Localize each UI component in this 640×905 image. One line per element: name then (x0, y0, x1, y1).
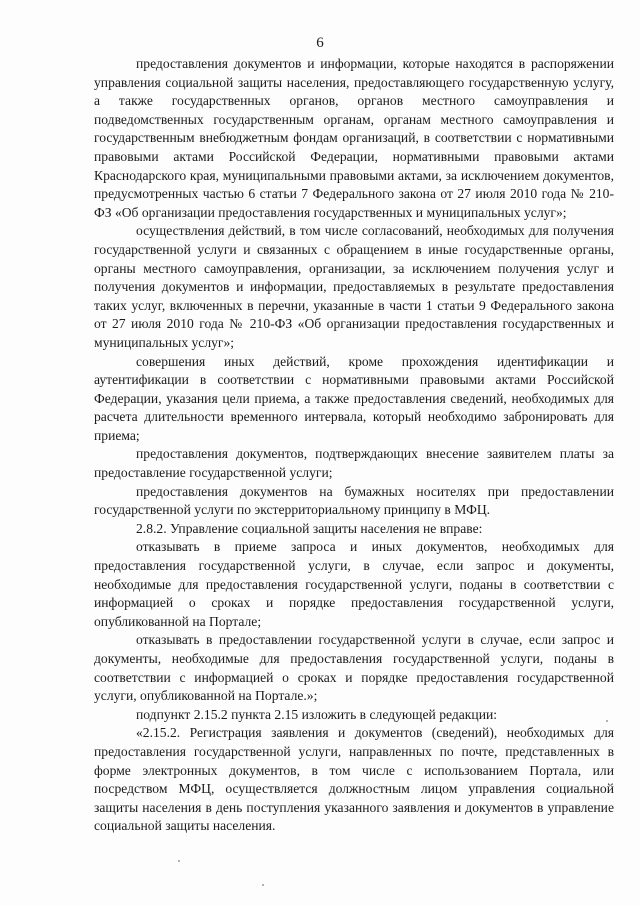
paragraph: 2.8.2. Управление социальной защиты населения не вправе: (136, 520, 483, 536)
scan-speck (262, 884, 264, 886)
page-number: 6 (316, 35, 324, 51)
document-body (94, 55, 614, 836)
paragraph: «2.15.2. Регистрация заявления и документов (сведений), необходимых для предоставления государственной услуги, направленных по почте, представленных в форме электронных документов, в том числе с использованием Портала, или посредством МФЦ, осуществляется должностным лицом управления социальной защиты населения в день поступления указанного заявления и документов в управление социальной защиты населения. (94, 725, 614, 834)
paragraph: совершения иных действий, кроме прохождения идентификации и аутентификации в соответствии с нормативными правовыми актами Российской Федерации, указания цели приема, а также предоставления сведений, необходимых для расчета длительности временного интервала, который необходимо забронировать для приема; (94, 353, 614, 443)
paragraph: предоставления документов, подтверждающих внесение заявителем платы за предоставление государственной услуги; (94, 446, 614, 481)
scan-speck (606, 720, 608, 722)
paragraph: осуществления действий, в том числе согласований, необходимых для получения государственной услуги и связанных с обращением в иные государственные органы, органы местного самоуправления, организации, за исключением получения услуг и получения документов и информации, предоставляемых в результате предоставления таких услуг, включенных в перечни, указанные в части 1 статьи 9 Федерального закона от 27 июля 2010 года № 210-ФЗ «Об организации предоставления государственных и муниципальных услуг»; (94, 223, 614, 350)
paragraph: предоставления документов на бумажных носителях при предоставлении государственной услуги по экстерриториальному принципу в МФЦ. (94, 483, 614, 518)
paragraph: предоставления документов и информации, которые находятся в распоряжении управления социальной защиты населения, предоставляющего государственную услугу, а также государственных органов, органов местного самоуправления и подведомственных государственным органам, органам местного самоуправления и государственным внебюджетным фондам организаций, в соответствии с нормативными правовыми актами Российской Федерации, нормативными правовыми актами Краснодарского края, муниципальными правовыми актами, за исключением документов, предусмотренных частью 6 статьи 7 Федерального закона от 27 июля 2010 года № 210-ФЗ «Об организации предоставления государственных и муниципальных услуг»; (94, 56, 614, 220)
paragraph: отказывать в приеме запроса и иных документов, необходимых для предоставления государственной услуги, в случае, если запрос и документы, необходимые для предоставления государственной услуги, поданы в соответствии с информацией о сроках и порядке предоставления государственной услуги, опубликованной на Портале; (94, 539, 614, 629)
paragraph: отказывать в предоставлении государственной услуги в случае, если запрос и документы, необходимые для предоставления государственной услуги, поданы в соответствии с информацией о сроках и порядке предоставления государственной услуги, опубликованной на Портале.»; (94, 632, 614, 704)
paragraph: подпункт 2.15.2 пункта 2.15 изложить в следующей редакции: (136, 706, 498, 722)
scan-speck (178, 860, 180, 862)
